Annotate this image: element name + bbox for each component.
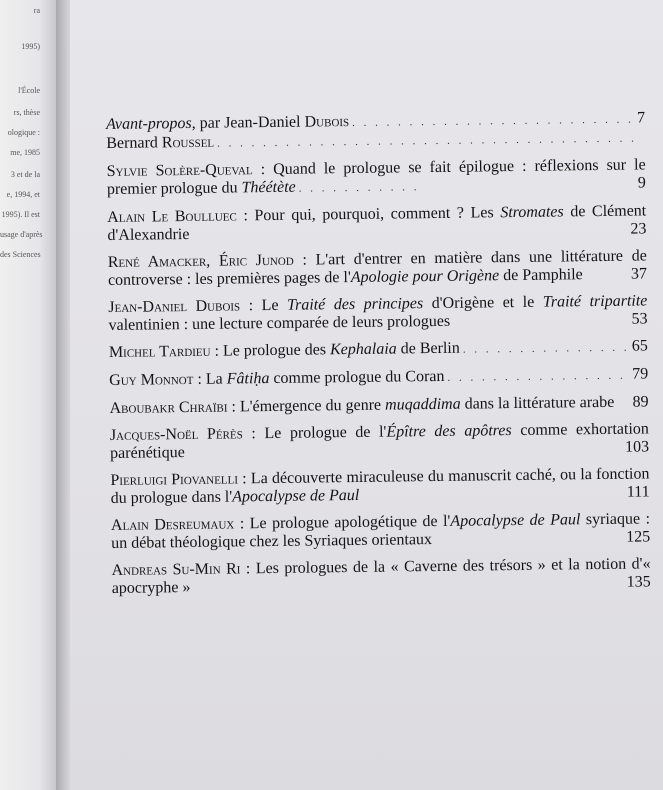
- toc-entry: [108, 247, 647, 290]
- toc-author: Jacques-Noël Pérès: [109, 425, 243, 444]
- toc-title: Stromates: [500, 203, 564, 222]
- toc-page-number: 79: [632, 365, 649, 383]
- facing-page-fragment: 3 et de la: [10, 170, 40, 179]
- toc-text: : Quand le prologue se fait épilogue : réflexions sur le premier prologue du: [106, 156, 646, 198]
- toc-page-number: 37: [630, 265, 648, 283]
- toc-author: Andreas Su-Min Ri: [111, 560, 241, 579]
- book-page: [70, 0, 663, 790]
- toc-title: Avant-propos: [106, 114, 192, 133]
- toc-page-number: 9: [637, 174, 646, 192]
- facing-page-fragment: 1995): [21, 42, 40, 51]
- toc-text: : Le prologue apologétique de l': [234, 512, 451, 533]
- toc-text: : L'émergence du genre: [227, 396, 386, 416]
- toc-author: Aboubakr Chraïbi: [109, 398, 228, 417]
- toc-title: Théétète: [241, 178, 296, 197]
- toc-text: de Pamphile: [499, 266, 583, 285]
- facing-page-fragment: me, 1985: [10, 148, 40, 157]
- toc-text: : Pour qui, pourquoi, comment ? Les: [236, 204, 501, 225]
- toc-text: de Clément d'Alexandrie: [107, 202, 647, 244]
- facing-page-fragment: l'École: [18, 86, 40, 95]
- toc-text: Bernard: [106, 134, 162, 152]
- toc-page-number: 65: [631, 337, 648, 355]
- toc-page-number: 7: [636, 109, 646, 127]
- toc-text: d'Origène et le: [423, 293, 543, 313]
- toc-author: Sylvie Solère-Queval: [106, 161, 253, 180]
- toc-entry: [110, 420, 649, 463]
- toc-author: Alain Le Boulluec: [107, 207, 237, 226]
- facing-page-edge: [0, 0, 56, 790]
- toc-leader: [217, 129, 642, 152]
- toc-text: : Le prologue de l': [242, 423, 387, 443]
- book-gutter: [56, 0, 70, 790]
- toc-page-number: 125: [626, 528, 651, 546]
- table-of-contents: [106, 109, 651, 607]
- toc-author: Pierluigi Piovanelli: [110, 470, 239, 489]
- facing-page-fragment: e, 1994, et: [6, 190, 40, 199]
- toc-title: Épître des apôtres: [386, 422, 512, 441]
- toc-page-number: 111: [626, 483, 650, 501]
- toc-author: Jean-Daniel Dubois: [108, 297, 241, 316]
- toc-text: de Berlin: [396, 339, 460, 358]
- toc-text: valentinien : une lecture comparée de leurs prologues: [108, 312, 451, 334]
- toc-page-number: 89: [632, 393, 649, 411]
- toc-title: Kephalaia: [329, 340, 397, 359]
- facing-page-fragment: rs, thèse: [13, 108, 40, 117]
- toc-entry: [107, 202, 646, 245]
- toc-author: Roussel: [161, 133, 215, 152]
- toc-text: syriaque : un débat théologique chez les Syriaques orientaux: [111, 510, 651, 552]
- toc-author: René Amacker, Éric Junod: [107, 251, 294, 271]
- toc-entry: [109, 337, 648, 363]
- toc-title: muqaddima: [384, 395, 461, 414]
- toc-text: : Le prologue des: [210, 341, 331, 360]
- toc-page-number: 53: [631, 310, 648, 328]
- toc-title: Apocalypse de Paul: [450, 511, 581, 530]
- toc-text: : L'art d'entrer en matière dans une littérature de controverse : les premières pages de l': [107, 247, 647, 289]
- toc-text: dans la littérature arabe: [460, 393, 615, 413]
- toc-author: Alain Desreumaux: [110, 515, 235, 534]
- facing-page-fragment: usage d'après: [0, 230, 43, 239]
- toc-text: : Les prologues de la « Caverne des trésors » et la notion d'« apocryphe »: [111, 555, 651, 597]
- toc-text: : La découverte miraculeuse du manuscrit caché, ou la fonction du prologue dans l': [110, 465, 650, 507]
- toc-title: Apocalypse de Paul: [232, 486, 360, 506]
- toc-entry: [107, 156, 646, 200]
- toc-text: comme exhortation parénétique: [110, 420, 649, 462]
- facing-page-fragment: 1995). Il est: [1, 210, 40, 219]
- toc-leader: [447, 367, 629, 387]
- toc-title: Apologie pour Origène: [350, 267, 500, 287]
- toc-title: Traité des principes: [286, 295, 424, 314]
- toc-author: Dubois: [304, 113, 350, 131]
- toc-text: comme prologue du Coran: [269, 367, 445, 388]
- facing-page-fragment: ra: [33, 6, 40, 15]
- toc-entry: [109, 365, 648, 391]
- toc-text: : La: [193, 370, 227, 388]
- facing-page-fragment: des Sciences: [0, 250, 41, 259]
- toc-entry: [111, 555, 650, 598]
- toc-entry: [108, 292, 647, 335]
- toc-page-number: 103: [624, 438, 650, 456]
- toc-text: , par Jean-Daniel: [191, 113, 305, 132]
- facing-page-fragment: ologique :: [7, 128, 40, 137]
- toc-leader: [352, 111, 634, 132]
- toc-page-number: 23: [630, 220, 647, 238]
- toc-entry: [110, 465, 649, 508]
- toc-leader: [299, 178, 419, 197]
- toc-text: : Le: [240, 296, 288, 315]
- toc-leader: [463, 339, 629, 359]
- toc-title: Traité tripartite: [542, 292, 648, 311]
- toc-entry: [111, 510, 650, 553]
- toc-page-number: 135: [626, 573, 651, 591]
- toc-entry: [109, 393, 648, 418]
- toc-author: Michel Tardieu: [108, 342, 211, 361]
- toc-author: Guy Monnot: [109, 370, 194, 389]
- toc-title: Fâtiḥa: [226, 370, 270, 388]
